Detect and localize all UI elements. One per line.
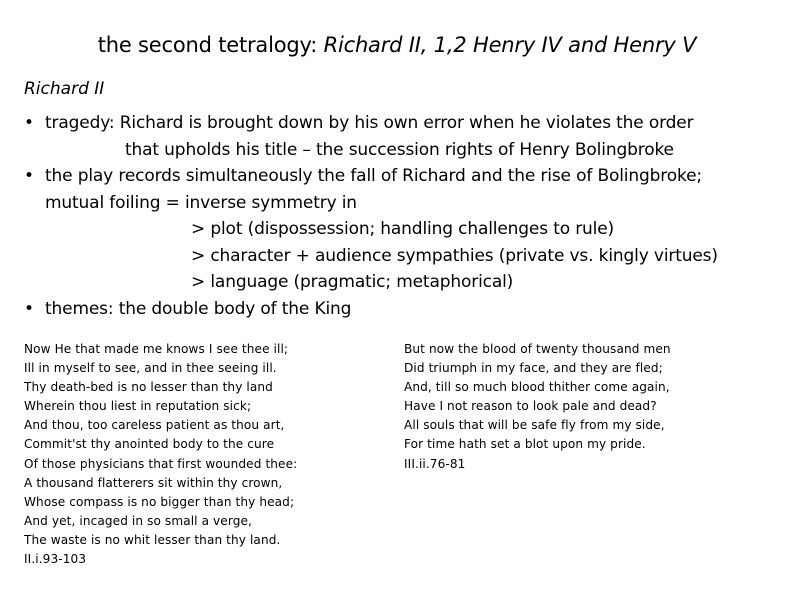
quote-line: Of those physicians that first wounded thee: — [24, 456, 298, 471]
quote-line: A thousand flatterers sit within thy crown, — [24, 475, 283, 490]
sub-point-plot — [24, 216, 784, 243]
bullet-dot: • — [24, 166, 34, 186]
quote-right-block — [404, 340, 671, 474]
sub-point-character — [24, 243, 784, 270]
quote-line: Did triumph in my face, and they are fled; — [404, 361, 663, 376]
bullet-item-tragedy — [24, 110, 784, 137]
title-plays: Richard II, 1,2 Henry IV and Henry V — [323, 33, 697, 57]
section-heading: Richard II — [24, 79, 105, 99]
quote-line: And thou, too careless patient as thou art, — [24, 418, 285, 433]
quote-line: Wherein thou liest in reputation sick; — [24, 399, 252, 414]
quote-line: For time hath set a blot upon my pride. — [404, 437, 646, 452]
bullet-continuation — [24, 190, 784, 217]
quote-line: Ill in myself to see, and in thee seeing ill. — [24, 361, 277, 376]
quote-left-block — [24, 340, 297, 569]
slide-title — [0, 33, 794, 57]
bullet-line: tragedy: Richard is brought down by his own error when he violates the order — [45, 113, 694, 133]
bullet-list — [24, 110, 784, 322]
quote-line: And, till so much blood thither come again, — [404, 380, 670, 395]
bullet-line: > character + audience sympathies (private vs. kingly virtues) — [191, 245, 718, 266]
bullet-line: that upholds his title – the succession rights of Henry Bolingbroke — [125, 139, 674, 160]
bullet-line: > plot (dispossession; handling challenges to rule) — [191, 219, 615, 239]
sub-point-language — [24, 269, 784, 296]
quote-citation: III.ii.76-81 — [404, 456, 466, 471]
quote-line: Now He that made me knows I see thee ill; — [24, 342, 289, 356]
bullet-dot: • — [24, 298, 34, 319]
quote-line: Thy death-bed is no lesser than thy land — [24, 380, 273, 395]
quote-citation: II.i.93-103 — [24, 552, 87, 567]
bullet-line: themes: the double body of the King — [45, 298, 352, 319]
bullet-dot: • — [24, 113, 34, 133]
quote-line: The waste is no whit lesser than thy land. — [24, 532, 281, 547]
quote-line: Have I not reason to look pale and dead? — [404, 399, 657, 414]
bullet-line: mutual foiling = inverse symmetry in — [45, 192, 357, 213]
quote-line: But now the blood of twenty thousand men — [404, 342, 671, 356]
quote-line: And yet, incaged in so small a verge, — [24, 513, 252, 528]
quote-line: Whose compass is no bigger than thy head; — [24, 494, 295, 509]
title-prefix: the second tetralogy: — [97, 33, 324, 57]
quote-line: Commit'st thy anointed body to the cure — [24, 437, 275, 452]
bullet-item-play-records — [24, 163, 784, 190]
bullet-continuation — [24, 137, 784, 164]
bullet-line: the play records simultaneously the fall of Richard and the rise of Bolingbroke; — [45, 166, 702, 186]
bullet-line: > language (pragmatic; metaphorical) — [191, 272, 514, 292]
bullet-item-themes — [24, 296, 784, 323]
quote-line: All souls that will be safe fly from my side, — [404, 418, 665, 433]
